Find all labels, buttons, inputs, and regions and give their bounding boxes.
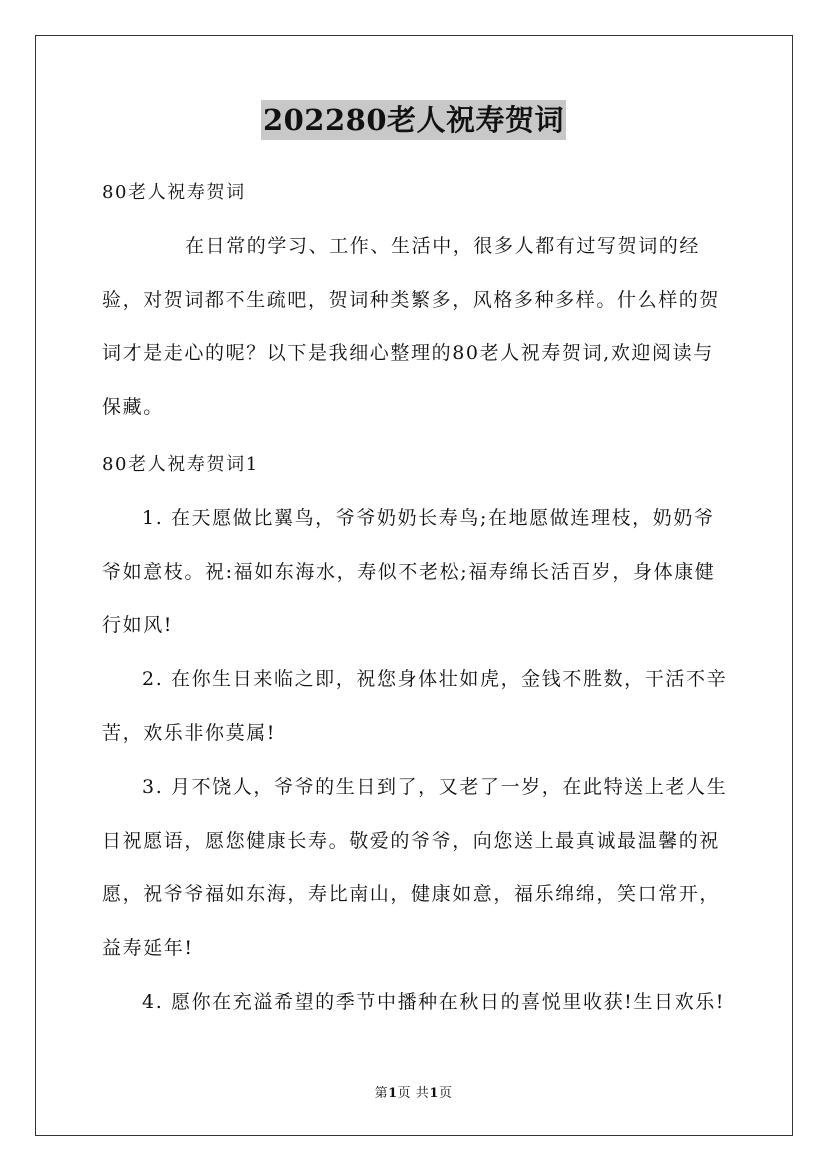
- document-subtitle: 80老人祝寿贺词: [102, 182, 246, 203]
- footer-mid: 页 共: [397, 1086, 430, 1101]
- footer-suffix: 页: [438, 1086, 453, 1101]
- intro-paragraph: 在日常的学习、工作、生活中，很多人都有过写贺词的经验，对贺词都不生疏吧，贺词种类繁多，风格多种多样。什么样的贺词才是走心的呢？以下是我细心整理的80老人祝寿贺词,欢迎阅读与保藏。: [102, 235, 721, 418]
- wish-item-2: 2. 在你生日来临之即，祝您身体壮如虎，金钱不胜数，干活不辛苦，欢乐非你莫属!: [102, 668, 728, 744]
- page-footer: [0, 1082, 827, 1101]
- wish-item-1: 1. 在天愿做比翼鸟，爷爷奶奶长寿鸟;在地愿做连理枝，奶奶爷爷如意枝。祝:福如东海水，寿似不老松;福寿绵长活百岁，身体康健行如风!: [102, 507, 716, 636]
- section-heading: 80老人祝寿贺词1: [102, 454, 259, 475]
- wish-item-4: 4. 愿你在充溢希望的季节中播种在秋日的喜悦里收获!生日欢乐!: [142, 991, 726, 1013]
- wish-item-3: 3. 月不饶人，爷爷的生日到了，又老了一岁，在此特送上老人生日祝愿语，愿您健康长寿。敬爱的爷爷，向您送上最真诚最温馨的祝愿，祝爷爷福如东海，寿比南山，健康如意，福乐绵绵，笑口常开，益寿延年!: [102, 776, 728, 959]
- footer-page-total: 1: [429, 1086, 439, 1101]
- footer-prefix: 第: [374, 1086, 389, 1101]
- footer-page-current: 1: [388, 1086, 398, 1101]
- document-title: 202280老人祝寿贺词: [261, 100, 566, 140]
- title-container: [0, 100, 827, 140]
